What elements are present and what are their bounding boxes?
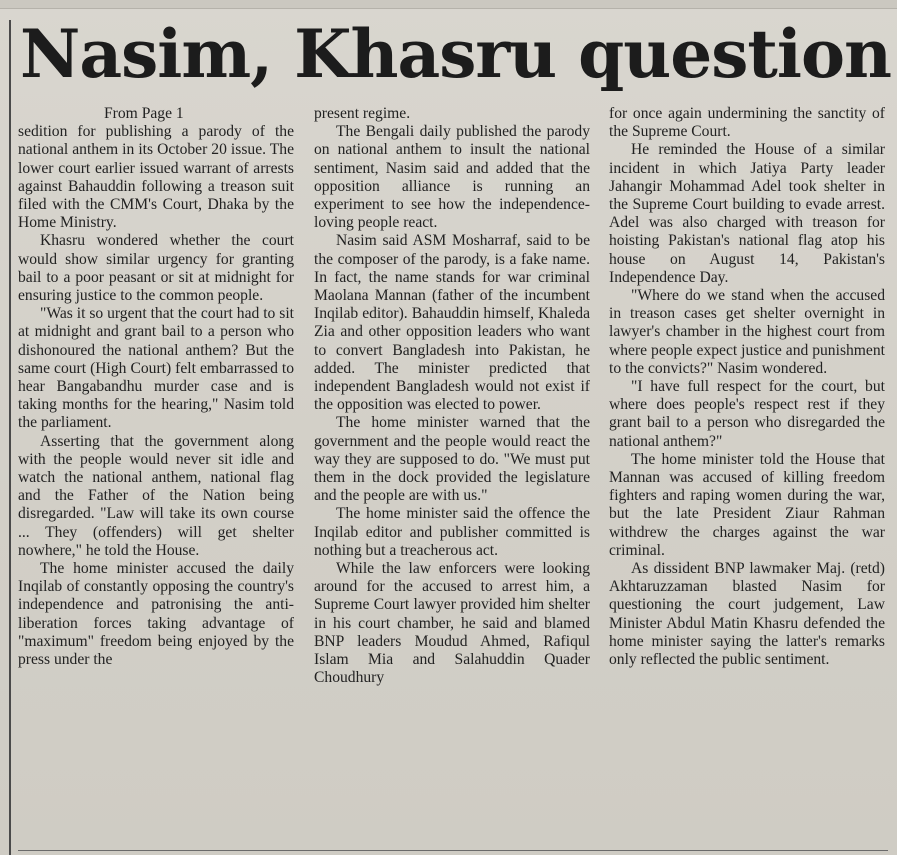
paragraph: The home minister accused the daily Inqilab of constantly opposing the country's independence and patronising the anti-liberation forces taking advantage of "maximum" freedom being enjoyed by the press under the — [18, 560, 294, 669]
paragraph: As dissident BNP lawmaker Maj. (retd) Akhtaruzzaman blasted Nasim for questioning the court judgement, Law Minister Abdul Matin Khasru defended the home minister saying the latter's remarks only reflected the public sentiment. — [609, 560, 885, 669]
paragraph: The home minister warned that the government and the people would react the way they are supposed to do. "We must put them in the dock provided the legislature and the people are with us." — [314, 414, 590, 505]
paragraph: Asserting that the government along with the people would never sit idle and watch the national anthem, national flag and the Father of the Nation being disregarded. "Law will take its own course ... They (offenders) will get shelter nowhere," he told the House. — [18, 432, 294, 559]
headline: Nasim, Khasru question — [20, 15, 891, 93]
page-top-edge — [0, 0, 897, 9]
bottom-rule — [18, 850, 888, 851]
column-rule-left — [9, 20, 11, 855]
paragraph: While the law enforcers were looking around for the accused to arrest him, a Supreme Court lawyer provided him shelter in his court chamber, he said and blamed BNP leaders Moudud Ahmed, Rafiqul Islam Mia and Salahuddin Quader Choudhury — [314, 560, 590, 687]
paragraph: present regime. — [314, 105, 411, 122]
paragraph: "Where do we stand when the accused in treason cases get shelter overnight in lawyer's chamber in the highest court from where people expect justice and punishment to the convicts?" Nasim wondered. — [609, 287, 885, 377]
paragraph: "I have full respect for the court, but where does people's respect rest if they grant bail to a person who disregarded the national anthem?" — [609, 378, 885, 450]
paragraph: for once again undermining the sanctity of the Supreme Court. — [609, 105, 885, 141]
paragraph: "Was it so urgent that the court had to sit at midnight and grant bail to a person who dishonoured the national anthem? But the same court (High Court) felt embarrassed to hear Bangabandhu murder case and is taking months for the hearing," Nasim told the parliament. — [18, 305, 294, 432]
paragraph: The Bengali daily published the parody on national anthem to insult the national sentiment, Nasim said and added that the opposition alliance is running an experiment to see how the independence-loving people react. — [314, 123, 590, 232]
jump-line: From Page 1 — [104, 105, 184, 122]
paragraph: Nasim said ASM Mosharraf, said to be the composer of the parody, is a fake name. In fact, the name stands for war criminal Maolana Mannan (father of the incumbent Inqilab editor). Bahauddin himself, Khaleda Zia and other opposition leaders who want to convert Bangladesh into Pakistan, he added. The minister predicted that independent Bangladesh would not exist if the opposition was elected to power. — [314, 232, 590, 414]
paragraph: He reminded the House of a similar incident in which Jatiya Party leader Jahangir Mohammad Adel took shelter in the Supreme Court building to evade arrest. Adel was also charged with treason for hoisting Pakistan's national flag atop his house on August 14, Pakistan's Independence Day. — [609, 141, 885, 286]
paragraph: sedition for publishing a parody of the national anthem in its October 20 issue. The lower court earlier issued warrant of arrests against Bahauddin following a treason suit filed with the CMM's Court, Dhaka by the Home Ministry. — [18, 123, 294, 232]
paragraph: Khasru wondered whether the court would show similar urgency for granting bail to a poor peasant or sit at midnight for ensuring justice to the common people. — [18, 232, 294, 305]
paragraph: The home minister told the House that Mannan was accused of killing freedom fighters and raping women during the war, but the late President Ziaur Rahman withdrew the charges against the war criminal. — [609, 450, 885, 559]
paragraph: The home minister said the offence the Inqilab editor and publisher committed is nothing but a treacherous act. — [314, 505, 590, 559]
article-column-3 — [609, 105, 885, 669]
article-column-1 — [18, 105, 294, 669]
article-column-2 — [314, 105, 590, 688]
